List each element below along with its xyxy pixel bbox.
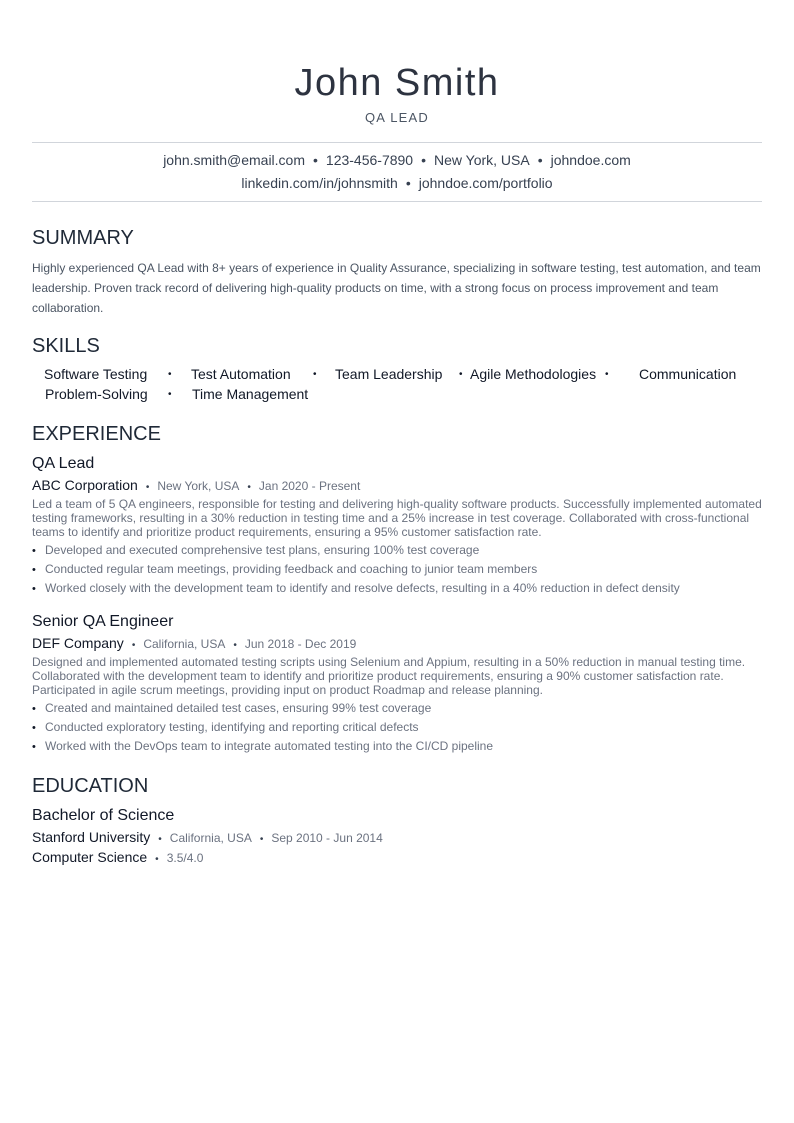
separator-dot: • (259, 834, 264, 845)
website-link[interactable]: johndoe.com (550, 152, 631, 168)
bullet-item: • Developed and executed comprehensive test plans, ensuring 100% test coverage (32, 542, 762, 561)
separator-dot: • (168, 369, 172, 380)
education-field-meta (32, 849, 203, 865)
bullet-item: • Created and maintained detailed test cases, ensuring 99% test coverage (32, 700, 762, 719)
job-dates: Jun 2018 - Dec 2019 (244, 637, 357, 651)
education-heading: EDUCATION (32, 775, 149, 797)
separator-dot: • (459, 369, 463, 380)
skill-item: Software Testing (44, 366, 148, 382)
skill-item: Team Leadership (335, 366, 443, 382)
school-name: Stanford University (32, 829, 151, 845)
gpa: 3.5/4.0 (166, 851, 204, 865)
separator-dot: • (131, 640, 136, 651)
skill-item: Problem-Solving (45, 386, 148, 402)
separator-dot: • (168, 389, 172, 400)
header-divider-top (32, 142, 762, 143)
candidate-name: John Smith (294, 62, 500, 104)
location: New York, USA (434, 152, 530, 168)
separator-dot: • (233, 640, 237, 651)
separator-dot: • (247, 482, 251, 493)
company-name: ABC Corporation (32, 477, 138, 493)
degree-title: Bachelor of Science (32, 807, 175, 824)
separator-dot: • (537, 152, 543, 168)
job-description: Designed and implemented automated testing scripts using Selenium and Appium, resulting in a 50% reduction in manual testing time. Collaborated with the development team to identify and prioritize product requirements, ensuring a 90% customer satisfaction rate. Participated in agile scrum meetings, providing input on product Roadmap and release planning. (32, 655, 746, 697)
separator-dot: • (405, 175, 411, 191)
skill-item: Communication (639, 366, 737, 382)
contact-line-2 (32, 175, 762, 191)
job-meta (32, 477, 360, 493)
phone-number: 123-456-7890 (325, 152, 414, 168)
education-dates: Sep 2010 - Jun 2014 (271, 831, 383, 845)
job-dates: Jan 2020 - Present (258, 479, 361, 493)
email-link[interactable]: john.smith@email.com (163, 152, 305, 168)
skill-item: Time Management (192, 386, 309, 402)
contact-line-1 (32, 152, 762, 168)
summary-heading: SUMMARY (32, 227, 134, 249)
job-location: New York, USA (157, 479, 240, 493)
candidate-role: QA LEAD (364, 110, 430, 125)
bullet-item: • Conducted regular team meetings, providing feedback and coaching to junior team members (32, 561, 762, 580)
separator-dot: • (145, 482, 150, 493)
job-bullets (32, 700, 762, 757)
summary-text: Highly experienced QA Lead with 8+ years of experience in Quality Assurance, specializing in software testing, test automation, and team leadership. Proven track record of delivering high-quality products on time, with a strong focus on process improvement and team collaboration. (32, 261, 761, 315)
skills-heading: SKILLS (32, 335, 100, 357)
education-meta (32, 829, 383, 845)
skills-row-2 (32, 386, 762, 404)
job-bullets (32, 542, 762, 599)
header-divider-bottom (32, 201, 762, 202)
separator-dot: • (605, 369, 609, 380)
job-location: California, USA (143, 637, 226, 651)
field-of-study: Computer Science (32, 849, 148, 865)
linkedin-link[interactable]: linkedin.com/in/johnsmith (241, 175, 398, 191)
school-location: California, USA (169, 831, 252, 845)
company-name: DEF Company (32, 635, 124, 651)
skill-item: Agile Methodologies (470, 366, 597, 382)
separator-dot: • (313, 369, 317, 380)
job-title: Senior QA Engineer (32, 613, 174, 630)
separator-dot: • (313, 152, 318, 168)
job-meta (32, 635, 356, 651)
separator-dot: • (421, 152, 426, 168)
job-description: Led a team of 5 QA engineers, responsible for testing and delivering high-quality software products. Successfully implemented automated testing frameworks, resulting in a 30% reduction in testing time and a 25% increase in test coverage. Collaborated with cross-functional teams to identify and prioritize product requirements, ensuring a 95% customer satisfaction rate. (32, 497, 762, 539)
portfolio-link[interactable]: johndoe.com/portfolio (418, 175, 553, 191)
separator-dot: • (158, 834, 162, 845)
separator-dot: • (155, 854, 159, 865)
job-title: QA Lead (32, 455, 95, 472)
bullet-item: • Conducted exploratory testing, identifying and reporting critical defects (32, 719, 762, 738)
skills-row-1 (32, 366, 762, 384)
experience-heading: EXPERIENCE (32, 423, 161, 445)
bullet-item: • Worked closely with the development team to identify and resolve defects, resulting in a 40% reduction in defect density (32, 580, 762, 599)
skill-item: Test Automation (191, 366, 291, 382)
bullet-item: • Worked with the DevOps team to integrate automated testing into the CI/CD pipeline (32, 738, 762, 757)
